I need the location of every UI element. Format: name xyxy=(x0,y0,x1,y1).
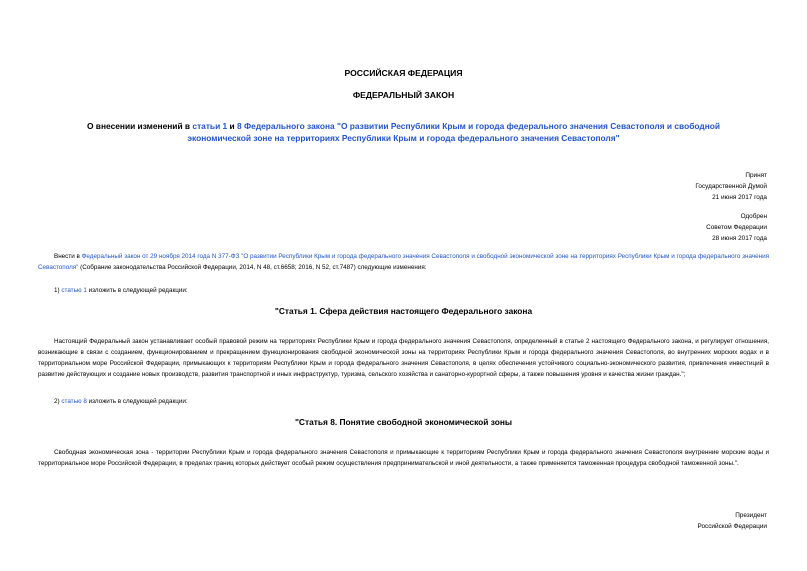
signature-block xyxy=(698,510,768,532)
law-title xyxy=(0,121,807,144)
adopted-date: 21 июня 2017 года xyxy=(712,194,767,201)
adopted-line-2: Государственной Думой xyxy=(695,183,767,190)
intro-paragraph xyxy=(38,251,769,273)
link-federal-law-377[interactable]: Федеральный закон от 29 ноября 2014 года N 377-ФЗ "О развитии Республики Крым и города федерального значения Севастополя и свободной экономической зоне на территориях Республики Крым и города федерального значения Севастополя" xyxy=(38,253,770,271)
signature-line-1: Президент xyxy=(735,512,767,519)
law-type-heading: ФЕДЕРАЛЬНЫЙ ЗАКОН xyxy=(352,90,455,100)
link-item-2-article[interactable]: статью 8 xyxy=(61,398,87,405)
item-1-suffix: изложить в следующей редакции: xyxy=(86,287,188,294)
approved-line-1: Одобрен xyxy=(740,213,767,220)
item-1-prefix: 1) xyxy=(54,287,62,294)
approved-date: 28 июня 2017 года xyxy=(712,235,767,242)
signature-line-2: Российской Федерации xyxy=(697,523,767,530)
link-article-1[interactable]: статьи 1 xyxy=(192,121,228,131)
adopted-line-1: Принят xyxy=(745,172,767,179)
article-8-heading: "Статья 8. Понятие свободной экономической зоны xyxy=(294,417,513,427)
approved-line-2: Советом Федерации xyxy=(706,224,767,231)
article-1-heading: "Статья 1. Сфера действия настоящего Федерального закона xyxy=(274,306,533,316)
article-8-text: Свободная экономическая зона - территории Республики Крым и города федерального значения Севастополя и примыкающие к территориям Республики Крым и города федерального значения Севастополя внутренние морские воды и территориальное море Российской Федерации, в пределах границ которых действует особый режим осуществления предпринимательской и иной деятельности, а также применяется таможенная процедура свободной таможенной зоны.". xyxy=(38,449,769,467)
country-heading: РОССИЙСКАЯ ФЕДЕРАЦИЯ xyxy=(344,68,463,78)
intro-prefix: Внести в xyxy=(54,253,82,260)
article-1-text: Настоящий Федеральный закон устанавливает особый правовой режим на территориях Республики Крым и города федерального значения Севастополя, определенный в статье 2 настоящего Федерального закона, и регулирует отношения, возникающие в связи с созданием, функционированием и прекращением функционирования свободной экономической зоны на территориях Республики Крым и города федерального значения Севастополя, во внутренних морских водах и в территориальном море Российской Федерации, примыкающих к территориям Республики Крым и города федерального значения Севастополя, в целях обеспечения устойчивого социально-экономического развития, привлечения инвестиций в развитие действующих и создание новых производств, развития транспортной и иных инфраструктур, туризма, сельского хозяйства и санаторно-курортной сферы, а также повышения уровня и качества жизни граждан."; xyxy=(38,338,769,378)
item-2-suffix: изложить в следующей редакции: xyxy=(86,398,188,405)
adopted-block xyxy=(695,170,767,203)
intro-suffix: (Собрание законодательства Российской Федерации, 2014, N 48, ст.6658; 2016, N 52, ст.7487) следующие изменения: xyxy=(78,264,427,271)
item-2-prefix: 2) xyxy=(54,398,62,405)
link-article-8[interactable]: 8 xyxy=(237,121,242,131)
approved-block xyxy=(706,211,767,244)
title-prefix: О внесении изменений в xyxy=(86,121,193,131)
item-2 xyxy=(54,397,188,407)
item-1 xyxy=(54,286,188,296)
link-item-1-article[interactable]: статью 1 xyxy=(61,287,87,294)
title-and: и xyxy=(227,121,238,131)
link-federal-law-title[interactable]: Федерального закона "О развитии Республики Крым и города федерального значения Севастополя и свободной экономической зоне на территориях Республики Крым и города федерального значения Севастополя" xyxy=(187,121,721,143)
